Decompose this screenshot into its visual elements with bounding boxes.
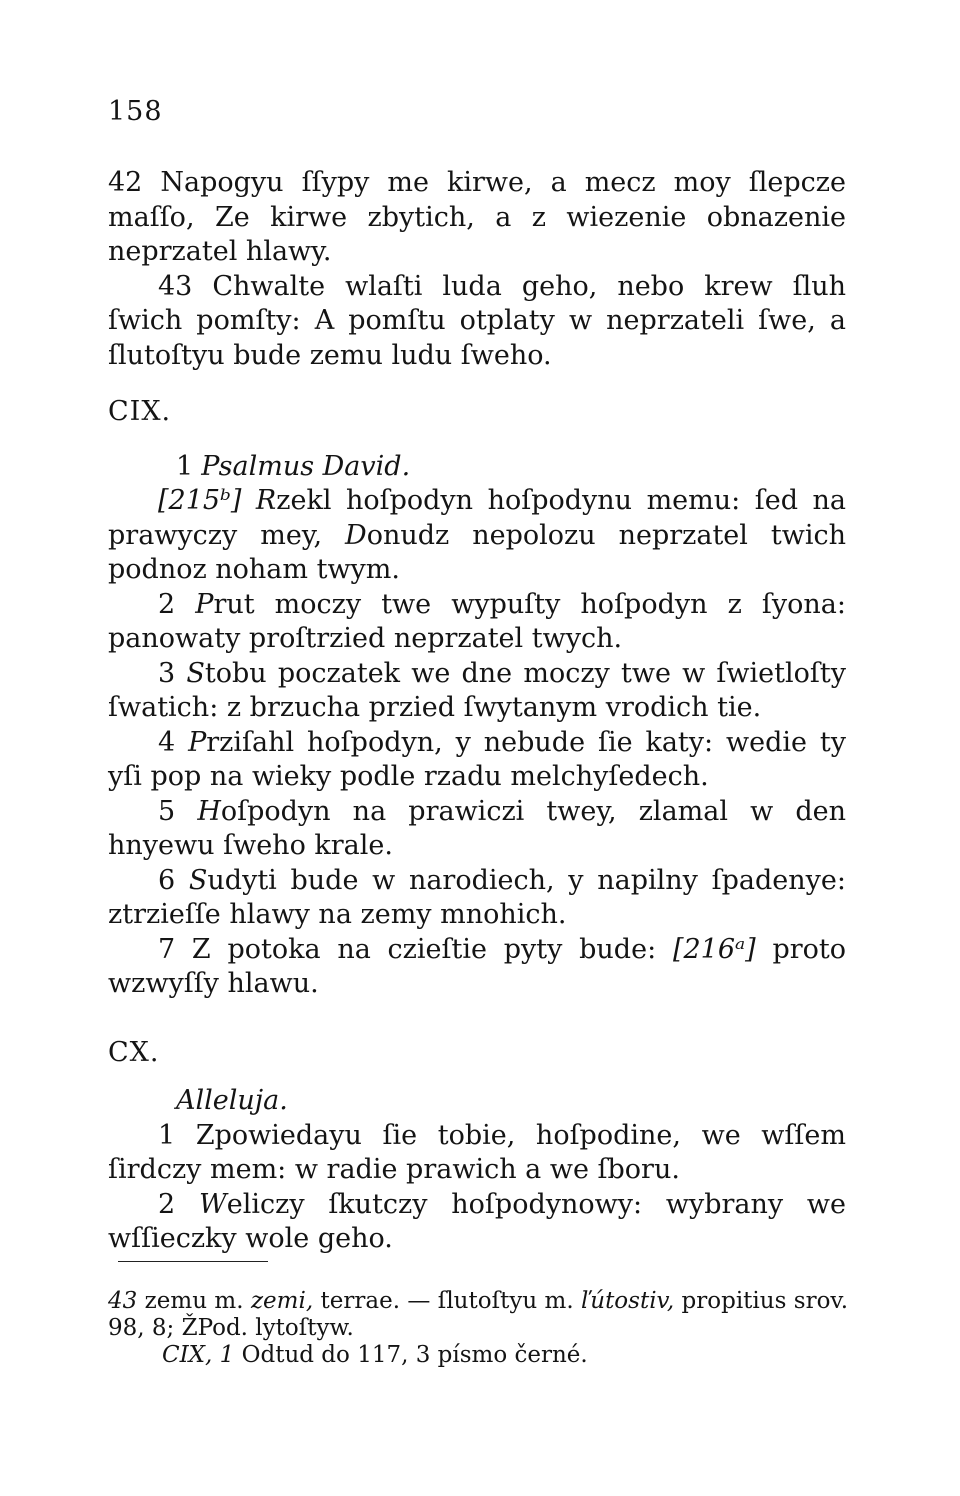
verse-number: 6 <box>158 864 176 896</box>
footnote-rule <box>118 1261 268 1262</box>
psalm-cx-heading: CX. <box>108 1036 160 1068</box>
body-text <box>108 166 846 1257</box>
footnote-text-italic: ľútostiv, <box>581 1288 675 1314</box>
verse-text: udyti bude w narodiech, y napilny ſpadenye: ztrzieſſe hlawy na zemy mnohich. <box>108 864 846 930</box>
psalm-cix-verse-1 <box>108 484 846 588</box>
psalm-cx-title: Alleluja. <box>176 1085 288 1116</box>
psalm-cix-verse-3 <box>108 657 846 726</box>
page-ref-215b: [215ᵇ] <box>158 485 242 516</box>
page-number: 158 <box>108 96 163 127</box>
verse-initial: R <box>255 485 277 516</box>
psalm-cix-verse-6 <box>108 864 846 933</box>
verse-initial: S <box>186 657 205 689</box>
psalm-cix-title <box>108 450 846 485</box>
footnote-text: zemu m. <box>137 1288 251 1314</box>
footnote-text: propitius srov. 98, 8; ŽPod. lytoſtyw. <box>108 1288 849 1341</box>
footnote-divider <box>118 1261 268 1265</box>
verse-initial: P <box>188 726 207 758</box>
verse-number: 4 <box>158 726 176 758</box>
psalm-cx-verse-1 <box>108 1119 846 1188</box>
psalm-cix-verse-5 <box>108 795 846 864</box>
verse-number: 2 <box>158 588 176 620</box>
verse-42: 42 Napogyu ſſypy me kirwe, a mecz moy ſlepcze maſſo, Ze kirwe zbytich, a z wiezenie obnazenie neprzatel hlawy. <box>108 167 846 267</box>
footnote-43 <box>108 1288 848 1342</box>
verse-text: rziſahl hoſpodyn, y nebude ſie katy: wedie ty yſi pop na wieky podle rzadu melchyſedech. <box>108 726 846 792</box>
verse-initial: D <box>345 519 367 551</box>
verse-text: proto wzwyſſy hlawu. <box>108 933 846 999</box>
footnote-cix-1 <box>108 1342 848 1369</box>
verse-number: 5 <box>158 795 176 827</box>
verse-43: 43 Chwalte wlaſti luda geho, nebo krew ſluh ſwich pomſty: A pomſtu otplaty w neprzateli ſwe, a ſlutoſtyu bude zemu ludu ſweho. <box>108 270 846 371</box>
verse-number: 1 <box>158 1119 176 1151</box>
footnote-ref: 43 <box>108 1288 138 1314</box>
verse-text: tobu poczatek we dne moczy twe w ſwietloſty ſwatich: z brzucha przied ſwytanym vrodich tie. <box>108 657 846 723</box>
verse-initial: W <box>198 1188 227 1220</box>
verse-text: 7 Z potoka na czieſtie pyty bude: <box>158 933 673 965</box>
psalm-cix-verse-4 <box>108 726 846 795</box>
footnote-text: Odtud do 117, 3 písmo černé. <box>234 1342 588 1368</box>
psalm-cx-verse-2 <box>108 1188 846 1257</box>
verse-initial: H <box>197 795 221 827</box>
page-ref-216a: [216ᵃ] <box>672 933 756 965</box>
verse-text: zekl hoſpodyn hoſpodynu memu: ſed na prawyczy mey, <box>108 485 846 551</box>
footnote-ref: CIX, 1 <box>162 1342 235 1368</box>
psalm-cix-verse-7 <box>108 933 846 1002</box>
verse-number: 2 <box>158 1188 176 1220</box>
verse-text: oſpodyn na prawiczi twey, zlamal w den hnyewu ſweho krale. <box>108 795 846 861</box>
psalm-cix-title-text: Psalmus David. <box>201 450 411 482</box>
verse-text: Zpowiedayu ſie tobie, hoſpodine, we wſſem ſirdczy mem: w radie prawich a we ſboru. <box>108 1119 846 1185</box>
psalm-cix-verse-2 <box>108 588 846 657</box>
footnotes <box>108 1288 848 1369</box>
psalm-cix-heading: CIX. <box>108 396 172 427</box>
verse-text: onudz nepolozu neprzatel twich podnoz noham twym. <box>108 519 847 585</box>
verse-initial: S <box>188 864 208 896</box>
verse-number: 3 <box>158 657 176 689</box>
verse-initial: P <box>195 588 214 620</box>
psalm-cix-title-number: 1 <box>176 450 194 482</box>
verse-text: eliczy ſkutczy hoſpodynowy: wybrany we wſſieczky wole geho. <box>108 1188 846 1254</box>
footnote-text-italic: zemi, <box>250 1288 314 1314</box>
footnote-text: terrae. — ſlutoſtyu m. <box>313 1288 582 1314</box>
verse-text: rut moczy twe wypuſty hoſpodyn z ſyona: panowaty proſtrzied neprzatel twych. <box>108 588 846 654</box>
